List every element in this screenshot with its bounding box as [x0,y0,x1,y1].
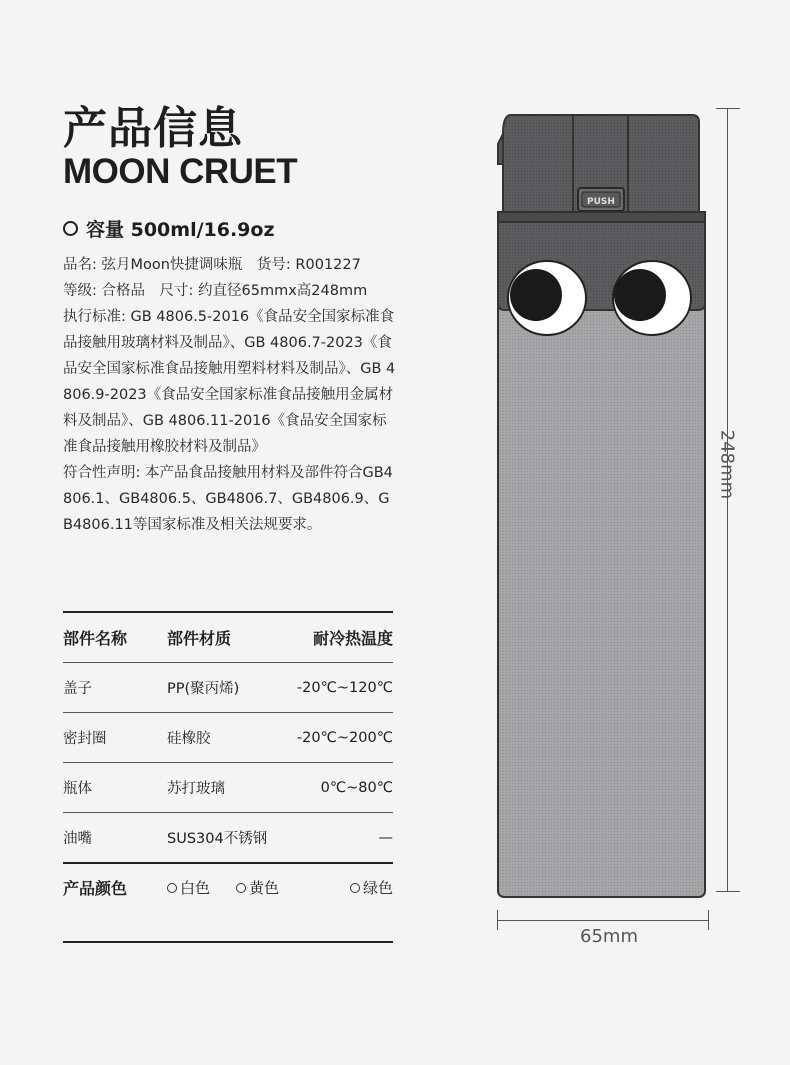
bottom-divider [63,941,393,943]
cell-material: PP(聚丙烯) [167,681,240,697]
cell-temperature: 0℃~80℃ [320,779,393,796]
color-option-white[interactable] [167,877,210,898]
table-row [63,813,393,864]
cell-temperature: — [378,829,393,846]
table-header-row [63,611,393,663]
header-temperature: 耐冷热温度 [312,629,393,648]
header-material: 部件材质 [167,629,232,648]
info-line-compliance: 符合性声明: 本产品食品接触用材料及部件符合GB4806.1、GB4806.5、GB4806.7、GB4806.9、GB4806.11等国家标准及相关法规要求。 [63,465,393,533]
cell-temperature: -20℃~120℃ [296,679,393,696]
cell-part: 油嘴 [63,831,92,847]
cap-spout [498,134,503,164]
capacity-text: 容量 500ml/16.9oz [86,219,275,241]
cell-material: 硅橡胶 [167,731,211,747]
right-eye-pupil [614,269,666,321]
push-label: PUSH [587,197,615,207]
capacity-line [63,215,275,242]
height-dimension-line [727,108,728,892]
radio-circle-icon [167,883,177,893]
cell-part: 盖子 [63,681,92,697]
width-dimension-line [497,920,708,921]
width-tick-left [497,910,498,930]
cell-material: SUS304不锈钢 [167,831,268,847]
color-option-yellow[interactable] [236,877,279,898]
bottle-illustration [497,114,707,900]
left-eye-pupil [510,269,562,321]
radio-circle-icon [350,883,360,893]
width-tick-right [708,910,709,930]
materials-table [63,611,393,864]
bottle-body [498,299,705,897]
color-option-label: 绿色 [362,879,393,897]
cell-part: 密封圈 [63,731,107,747]
table-row [63,763,393,813]
color-label: 产品颜色 [63,879,128,898]
table-row [63,713,393,763]
info-line-name: 品名: 弦月Moon快捷调味瓶 货号: R001227 [63,257,361,273]
info-line-standard: 执行标准: GB 4806.5-2016《食品安全国家标准食品接触用玻璃材料及制品》、GB 4806.7-2023《食品安全国家标准食品接触用塑料材料及制品》、GB 4806.9-2023《食品安全国家标准食品接触用金属材料及制品》、GB 4806.11-2016《食品安全国家标准食品接触用橡胶材料及制品》 [63,309,396,455]
page-title-en: MOON CRUET [63,152,298,191]
bottle-cap-band [498,212,705,222]
product-info [63,252,398,538]
cell-part: 瓶体 [63,781,92,797]
circle-icon [63,221,78,236]
color-option-green[interactable] [350,877,393,898]
color-options [63,876,393,899]
height-label: 248mm [716,429,738,500]
info-line-grade: 等级: 合格品 尺寸: 约直径65mmx高248mm [63,283,368,299]
height-tick-top [716,108,740,109]
color-option-label: 黄色 [249,879,280,897]
width-label: 65mm [580,926,638,947]
cell-temperature: -20℃~200℃ [296,729,393,746]
height-tick-bottom [716,891,740,892]
radio-circle-icon [236,883,246,893]
color-option-label: 白色 [180,879,211,897]
header-part-name: 部件名称 [63,629,128,648]
cell-material: 苏打玻璃 [167,781,225,797]
page-title-cn: 产品信息 [63,103,243,154]
table-row [63,663,393,713]
